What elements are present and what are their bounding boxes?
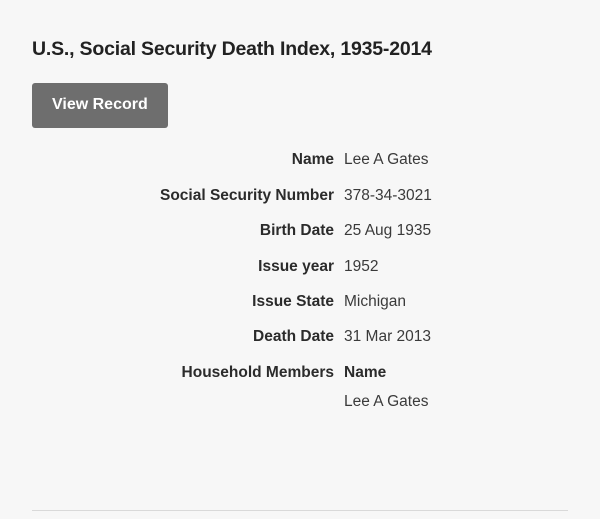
page-title: U.S., Social Security Death Index, 1935-2014 — [32, 38, 432, 60]
field-row-name — [32, 150, 568, 169]
field-row-issue-state — [32, 292, 568, 311]
field-label: Household Members — [181, 363, 334, 381]
field-value: 378-34-3021 — [344, 186, 432, 204]
field-row-death-date — [32, 327, 568, 346]
record-fields — [32, 150, 568, 411]
field-value: 25 Aug 1935 — [344, 222, 432, 240]
field-row-social-security-number — [32, 186, 568, 205]
household-column-header: Name — [344, 363, 387, 381]
field-label: Name — [291, 151, 334, 169]
field-label: Issue State — [252, 292, 334, 310]
field-label: Issue year — [258, 257, 334, 275]
bottom-divider — [32, 510, 568, 511]
field-label: Birth Date — [259, 222, 334, 240]
field-label: Social Security Number — [159, 186, 334, 204]
field-row-issue-year — [32, 257, 568, 276]
household-members-table — [344, 363, 568, 412]
field-value: 1952 — [344, 257, 379, 275]
field-row-birth-date — [32, 221, 568, 240]
field-label: Death Date — [253, 328, 334, 346]
field-value: Lee A Gates — [344, 151, 429, 169]
field-value: Michigan — [344, 292, 407, 310]
field-value: 31 Mar 2013 — [344, 328, 432, 346]
field-row-household-members — [32, 363, 568, 412]
household-member-name: Lee A Gates — [344, 393, 429, 411]
view-record-button[interactable]: View Record — [32, 83, 168, 128]
